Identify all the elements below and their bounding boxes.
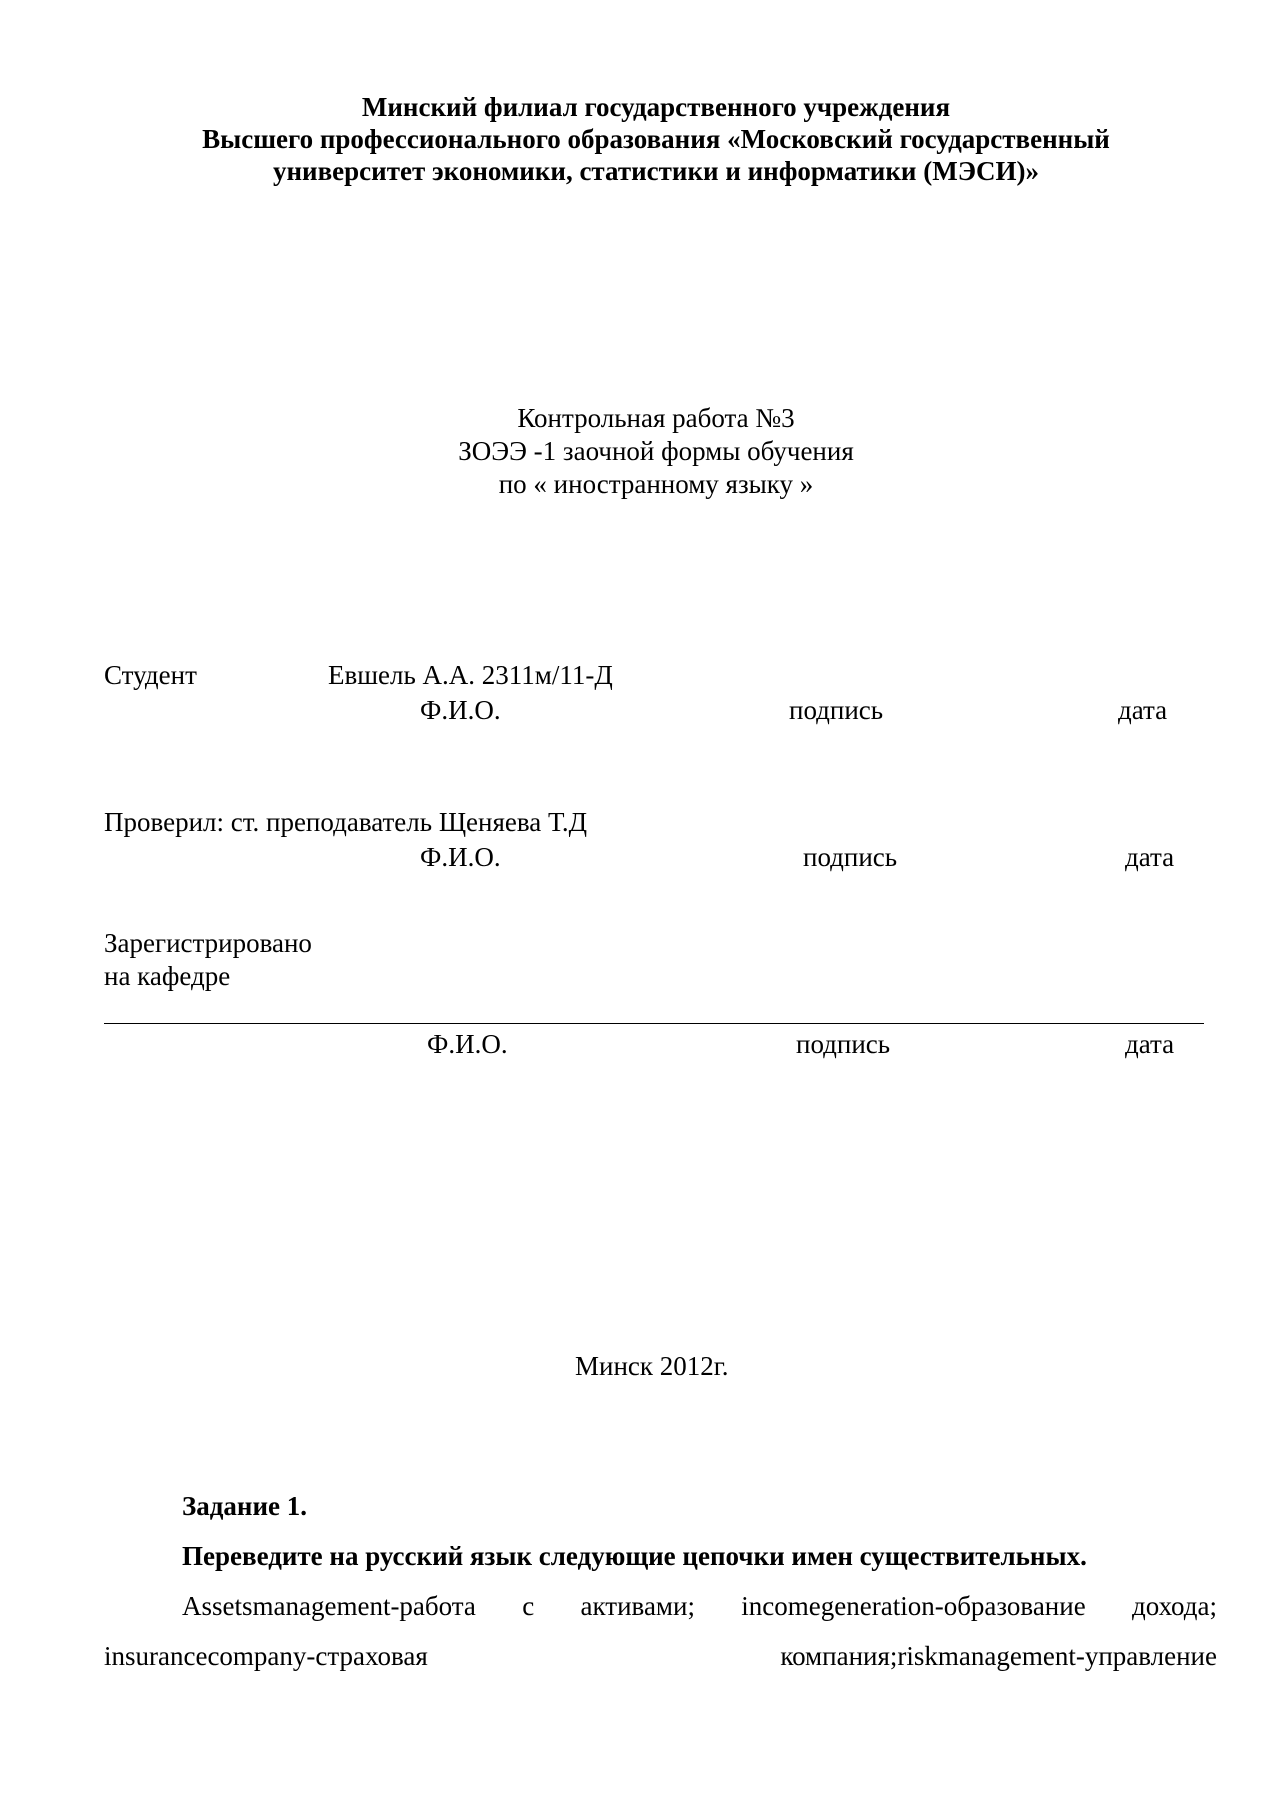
title-line-2: ЗОЭЭ -1 заочной формы обучения (458, 436, 854, 466)
checker-signature-caption: подпись (803, 842, 898, 872)
student-label: Студент (104, 660, 197, 690)
city-year: Минск 2012г. (575, 1351, 729, 1381)
student-fio-caption: Ф.И.О. (420, 695, 501, 725)
header-line-2: Высшего профессионального образования «Московский государственный (202, 124, 1110, 154)
title-line-1: Контрольная работа №3 (517, 403, 795, 433)
header-line-3: университет экономики, статистики и информатики (МЭСИ)» (272, 156, 1039, 186)
work-title (104, 402, 1208, 501)
registered-signature-caption: подпись (796, 1029, 891, 1059)
task-heading: Задание 1. (182, 1491, 308, 1521)
student-signature-caption: подпись (789, 695, 884, 725)
title-line-3: по « иностранному языку » (498, 469, 814, 499)
header-line-1: Минский филиал государственного учреждения (361, 92, 951, 122)
task-instruction: Переведите на русский язык следующие цепочки имен существительных. (182, 1541, 1087, 1571)
student-date-caption: дата (1118, 695, 1168, 725)
student-name: Евшель А.А. 2311м/11-Д (328, 660, 613, 690)
checker-label: Проверил: ст. преподаватель Щеняева Т.Д (104, 807, 587, 837)
registered-date-caption: дата (1125, 1029, 1175, 1059)
checker-date-caption: дата (1125, 842, 1175, 872)
institution-header (104, 91, 1208, 187)
registered-line-1: Зарегистрировано (104, 928, 312, 958)
registered-fio-caption: Ф.И.О. (427, 1029, 508, 1059)
task-text-line-2: insurancecompany-страховая компания;riskmanagement-управление (104, 1641, 1217, 1671)
signature-rule (104, 1023, 1204, 1024)
task-text-line-1: Assetsmanagement-работа с активами; incomegeneration-образование дохода; (182, 1591, 1217, 1621)
checker-fio-caption: Ф.И.О. (420, 842, 501, 872)
registered-line-2: на кафедре (104, 961, 231, 991)
